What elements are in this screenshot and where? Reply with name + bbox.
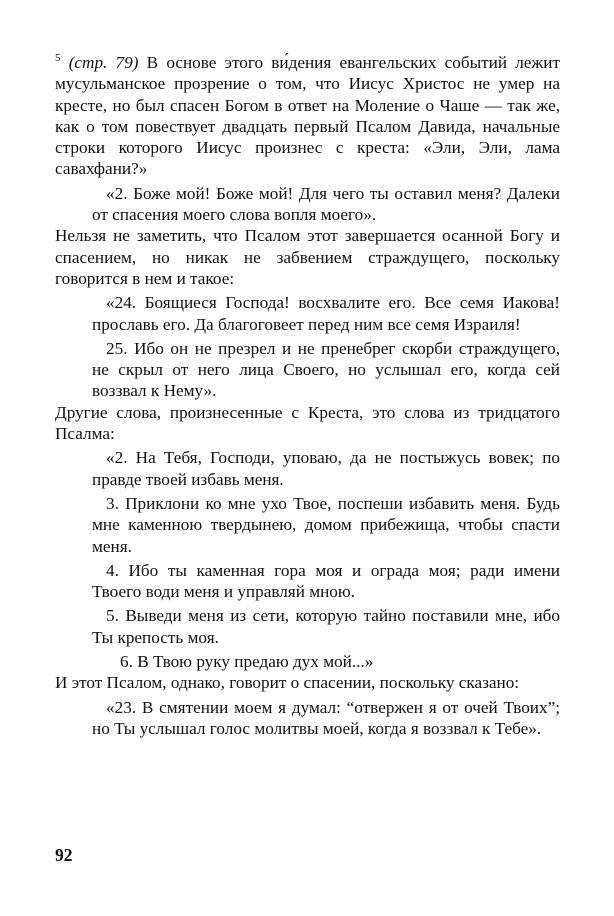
psalm-quote: 3. Приклони ко мне ухо Твое, поспеши избавить меня. Будь мне каменною твердынею, домом прибежища, чтобы спасти меня. xyxy=(92,493,560,556)
paragraph: Нельзя не заметить, что Псалом этот завершается осанной Богу и спасением, но никак не забвением страждущего, поскольку говорится в нем и такое: xyxy=(55,226,560,288)
psalm-quote: «2. Боже мой! Боже мой! Для чего ты оставил меня? Далеки от спасения моего слова вопля моего». xyxy=(92,183,560,225)
page-reference: (стр. 79) xyxy=(68,53,139,72)
page-number: 92 xyxy=(55,845,73,865)
psalm-quote: 6. В Твою руку предаю дух мой...» xyxy=(120,652,374,672)
paragraph-text: В основе этого ви́дения евангельских событий лежит мусульманское прозрение о том, что Иисус Христос не умер на кресте, но был спасен Богом в ответ на Моление о Чаше — так же, как о том повествует двадцать первый Псалом Давида, начальные строки которого Иисус произнес с креста: «Эли, Эли, лама савахфани?» xyxy=(55,53,561,179)
footnote-marker: 5 xyxy=(55,52,61,64)
psalm-quote: «2. На Тебя, Господи, уповаю, да не постыжусь вовек; по правде твоей избавь меня. xyxy=(92,448,560,489)
page-body xyxy=(55,52,560,739)
paragraph: Другие слова, произнесенные с Креста, это слова из тридцатого Псалма: xyxy=(55,402,560,444)
psalm-quote: 5. Выведи меня из сети, которую тайно поставили мне, ибо Ты крепость моя. xyxy=(92,606,560,647)
paragraph: И этот Псалом, однако, говорит о спасении, поскольку сказано: xyxy=(55,673,520,693)
psalm-quote: 4. Ибо ты каменная гора моя и ограда моя; ради имени Твоего води меня и управляй мною. xyxy=(92,560,560,602)
psalm-quote: «23. В смятении моем я думал: “отвержен я от очей Твоих”; но Ты услышал голос молитвы моей, когда я воззвал к Тебе». xyxy=(92,697,560,738)
footnote-paragraph xyxy=(55,52,560,180)
psalm-quote: 25. Ибо он не презрел и не пренебрег скорби страждущего, не скрыл от него лица Своего, но услышал его, когда сей воззвал к Нему». xyxy=(92,338,560,401)
psalm-quote: «24. Боящиеся Господа! восхвалите его. Все семя Иакова! прославь его. Да благоговеет перед ним все семя Израиля! xyxy=(92,293,560,334)
